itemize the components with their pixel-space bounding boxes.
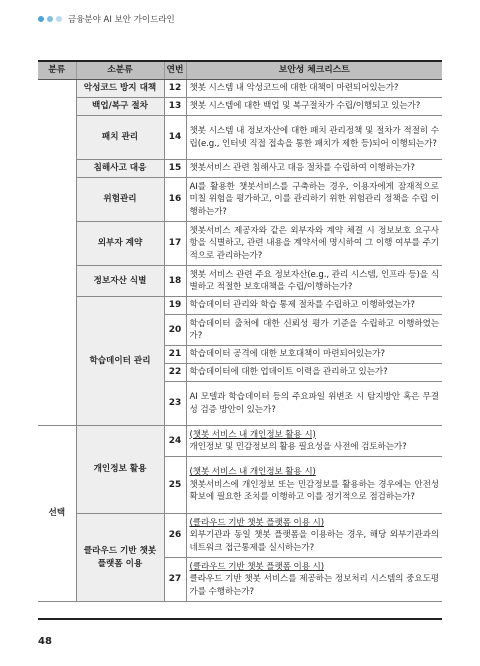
item-heading: (클라우드 기반 챗봇 플랫폼 이용 시)	[189, 561, 324, 572]
item-text: 외부기관과 동일 챗봇 플랫폼을 이용하는 경우, 해당 외부기관과의 네트워크 접근통제를 실시하는가?	[189, 530, 439, 553]
subcategory-cell: 클라우드 기반 챗봇 플랫폼 이용	[76, 514, 164, 602]
row-number: 27	[164, 558, 186, 602]
header-title: 금융분야 AI 보안 가이드라인	[68, 15, 175, 25]
item-heading: (클라우드 기반 챗봇 플랫폼 이용 시)	[189, 517, 324, 528]
checklist-item: 챗봇 시스템 내 악성코드에 대한 대책이 마련되어있는가?	[186, 80, 442, 98]
page-number: 48	[38, 636, 52, 647]
checklist-item: 챗봇서비스 관련 침해사고 대응 절차를 수립하여 이행하는가?	[186, 160, 442, 178]
subcategory-cell: 개인정보 활용	[76, 426, 164, 514]
row-number: 18	[164, 266, 186, 297]
table-bottom-rule	[38, 618, 442, 620]
column-header: 보안성 체크리스트	[186, 61, 442, 80]
subcategory-cell: 외부자 계약	[76, 222, 164, 266]
row-number: 13	[164, 98, 186, 116]
table-row	[38, 266, 442, 297]
subcategory-cell: 정보자산 식별	[76, 266, 164, 297]
table-row	[38, 178, 442, 222]
item-text: 챗봇서비스에 개인정보 또는 민감정보를 활용하는 경우에는 안전성 확보에 필요한 조치를 이행하고 이를 정기적으로 점검하는가?	[189, 479, 439, 503]
row-number: 12	[164, 80, 186, 98]
row-number: 24	[164, 426, 186, 457]
item-text: 개인정보 및 민감정보의 활용 필요성을 사전에 검토하는가?	[189, 442, 407, 452]
checklist-item: 학습데이터 공격에 대한 보호대책이 마련되어있는가?	[186, 346, 442, 364]
column-header: 연번	[164, 61, 186, 80]
checklist-item: AI를 활용한 챗봇서비스를 구축하는 경우, 이용자에게 잠재적으로 미칠 위험을 평가하고, 이를 관리하기 위한 위험관리 정책을 수립 이행하는가?	[186, 178, 442, 222]
row-number: 25	[164, 457, 186, 514]
subcategory-cell: 패치 관리	[76, 116, 164, 160]
checklist-table	[38, 60, 442, 602]
row-number: 26	[164, 514, 186, 558]
checklist-item: 학습데이터 관리와 학습 통제 절차를 수립하고 이행하였는가?	[186, 297, 442, 315]
row-number: 22	[164, 364, 186, 382]
table-row	[38, 514, 442, 558]
category-cell: 선택	[38, 426, 76, 602]
row-number: 14	[164, 116, 186, 160]
row-number: 15	[164, 160, 186, 178]
subcategory-cell: 학습데이터 관리	[76, 297, 164, 426]
item-heading: (챗봇 서비스 내 개인정보 활용 시)	[189, 429, 316, 440]
table-header-row	[38, 61, 442, 80]
table-row	[38, 80, 442, 98]
subcategory-cell: 위험관리	[76, 178, 164, 222]
subcategory-cell: 백업/복구 절차	[76, 98, 164, 116]
row-number: 21	[164, 346, 186, 364]
page-header	[38, 12, 175, 26]
row-number: 16	[164, 178, 186, 222]
checklist-item: 챗봇 시스템 내 정보자산에 대한 패치 관리정책 및 절차가 적절히 수립(e.g., 인터넷 직접 접속을 통한 패치가 제한 등)되어 이행되는가?	[186, 116, 442, 160]
subcategory-cell: 악성코드 방지 대책	[76, 80, 164, 98]
column-header: 소분류	[76, 61, 164, 80]
checklist-item	[186, 457, 442, 514]
checklist-item: 학습데이터 출처에 대한 신뢰성 평가 기준을 수립하고 이행하였는가?	[186, 315, 442, 346]
item-text: 클라우드 기반 챗봇 서비스를 제공하는 정보처리 시스템의 중요도평가를 수행하는가?	[189, 574, 439, 597]
checklist-item: 챗봇 시스템에 대한 백업 및 복구절차가 수립/이행되고 있는가?	[186, 98, 442, 116]
table-row	[38, 98, 442, 116]
checklist-item: 챗봇 서비스 관련 주요 정보자산(e.g., 관리 시스템, 인프라 등)을 식별하고 적절한 보호대책을 수립/이행하는가?	[186, 266, 442, 297]
table-row	[38, 426, 442, 457]
checklist-item	[186, 514, 442, 558]
row-number: 20	[164, 315, 186, 346]
column-header: 분류	[38, 61, 76, 80]
checklist-item: 학습데이터에 대한 업데이트 이력을 관리하고 있는가?	[186, 364, 442, 382]
header-dots-icon	[38, 16, 62, 22]
checklist-item: AI 모델과 학습데이터 등의 주요파일 위변조 시 탐지방안 혹은 무결성 검증 방안이 있는가?	[186, 382, 442, 426]
row-number: 23	[164, 382, 186, 426]
row-number: 19	[164, 297, 186, 315]
table-row	[38, 160, 442, 178]
table-row	[38, 222, 442, 266]
row-number: 17	[164, 222, 186, 266]
checklist-item	[186, 426, 442, 457]
checklist-item: 챗봇서비스 제공자와 같은 외부자와 계약 체결 시 정보보호 요구사항을 식별하고, 관련 내용을 계약서에 명시하여 그 이행 여부를 주기적으로 관리하는가?	[186, 222, 442, 266]
checklist-item	[186, 558, 442, 602]
table-row	[38, 297, 442, 315]
subcategory-cell: 침해사고 대응	[76, 160, 164, 178]
table-row	[38, 116, 442, 160]
item-heading: (챗봇 서비스 내 개인정보 활용 시)	[189, 467, 316, 478]
category-cell-required	[38, 80, 76, 426]
